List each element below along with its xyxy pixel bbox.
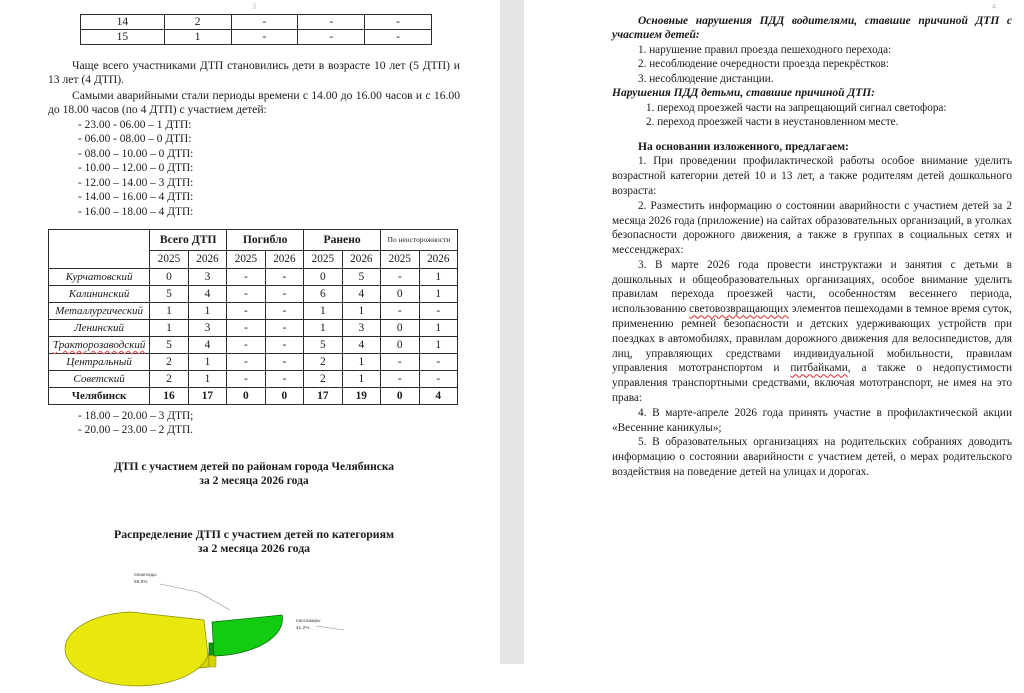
heading-proposals: На основании изложенного, предлагаем: <box>638 140 849 153</box>
header-year: 2025 <box>304 250 342 268</box>
page-number-left: 3 <box>252 2 256 11</box>
cell: - <box>381 302 419 319</box>
cell: - <box>265 336 303 353</box>
proposal-item-3-part-c: , а также о недопустимости управления транспортными средствами, включая мототранспорт, не имея на это права: <box>612 362 1012 405</box>
cell: 1 <box>342 302 380 319</box>
cell: - <box>265 319 303 336</box>
heading-line1: Основные нарушения ПДД водителями, ставшие причиной ДТП с <box>638 15 1012 27</box>
pie-label-value: 41,2% <box>296 624 310 630</box>
cell: - <box>381 353 419 370</box>
cell: 0 <box>381 336 419 353</box>
cell: - <box>381 370 419 387</box>
cell: 1 <box>188 370 226 387</box>
header-year: 2026 <box>342 250 380 268</box>
list-item: - 16.00 – 18.00 – 4 ДТП: <box>78 206 194 219</box>
list-item: - 12.00 – 14.00 – 3 ДТП: <box>78 176 194 189</box>
chart-title-line1: ДТП с участием детей по районам города Челябинска <box>113 460 395 473</box>
cell: 16 <box>150 387 188 404</box>
age-fragment-table-body <box>81 15 432 45</box>
heading-driver-violations <box>612 14 1012 28</box>
cell: 4 <box>188 285 226 302</box>
cell: 0 <box>381 285 419 302</box>
paragraph-age-stats: Чаще всего участниками ДТП становились дети в возрасте 10 лет (5 ДТП) и 13 лет (4 ДТП). <box>48 59 460 87</box>
cell: 0 <box>150 268 188 285</box>
cell: - <box>265 285 303 302</box>
cell: 2 <box>150 370 188 387</box>
pie-chart-svg <box>48 570 460 688</box>
cell: 1 <box>419 319 457 336</box>
list-item: 2. несоблюдение очередности проезда перекрёстков: <box>638 58 889 71</box>
cell: 3 <box>188 268 226 285</box>
cell: 2 <box>304 353 342 370</box>
heading-driver-violations-cont: участием детей: <box>612 29 700 42</box>
district-name: Центральный <box>49 353 150 370</box>
cell: 0 <box>304 268 342 285</box>
cell: 19 <box>342 387 380 404</box>
heading-child-violations: Нарушения ПДД детьми, ставшие причиной ДТП: <box>612 87 876 100</box>
cell: 0 <box>227 387 265 404</box>
list-item: - 18.00 – 20.00 – 3 ДТП; <box>78 409 194 422</box>
district-name: Курчатовский <box>49 268 150 285</box>
pie-label-name: пассажиры <box>296 618 321 624</box>
cell: 3 <box>188 319 226 336</box>
header-year: 2026 <box>419 250 457 268</box>
cell: - <box>419 302 457 319</box>
cell: - <box>265 302 303 319</box>
header-year: 2025 <box>227 250 265 268</box>
list-item: 1. нарушение правил проезда пешеходного перехода: <box>638 43 892 56</box>
districts-table-head <box>49 229 458 268</box>
chart-title-categories <box>48 527 460 556</box>
cell: 1 <box>150 319 188 336</box>
cell: 17 <box>304 387 342 404</box>
cell: 5 <box>342 268 380 285</box>
page-gutter <box>500 0 524 664</box>
pie-top-pedestrians <box>65 612 208 686</box>
cell: - <box>227 336 265 353</box>
district-name: Металлургический <box>49 302 150 319</box>
proposal-item-1: 1. При проведении профилактической работы особое внимание уделить возрастной категории детей 10 и 13 лет, а также родителям детей дошкольного возраста: <box>612 155 1012 197</box>
table-header-row-groups <box>49 229 458 250</box>
district-name: Тракторозаводский <box>49 336 150 353</box>
proposal-item-4: 4. В марте-апреле 2026 года принять участие в профилактической акции «Весенние каникулы»; <box>612 406 1012 434</box>
header-killed: Погибло <box>227 229 304 250</box>
table-row <box>49 302 458 319</box>
proposal-item-3-part-b: элементов пешеходами в темное время суток, применению ремней безопасности и детских удерживающих устройств при поездках в автомобилях, правилам дорожного движения для велосипедистов, для лиц, управляющих средствами индивидуальной мобильности, правилам управления мототранспортом и <box>612 303 1012 375</box>
cell: 0 <box>381 387 419 404</box>
list-item: - 20.00 – 23.00 – 2 ДТП. <box>78 424 194 437</box>
table-row: 14 2 - - - <box>81 15 432 30</box>
proposal-item-5: 5. В образовательных организациях на родительских собраниях доводить информацию о состоянии аварийности с участием детей, о мерах родительского воздействия на поведение детей на улицах и дорогах. <box>612 436 1012 479</box>
chart-title-line2: за 2 месяца 2026 года <box>197 541 311 556</box>
cell: - <box>227 285 265 302</box>
district-name: Ленинский <box>49 319 150 336</box>
cell: - <box>227 302 265 319</box>
pie-label-value: 58,8% <box>134 578 148 584</box>
pie-label-name: пешеходы <box>134 572 157 578</box>
cell: - <box>265 353 303 370</box>
list-item: 2. переход проезжей части в неустановленном месте. <box>646 116 899 129</box>
cell: 5 <box>150 336 188 353</box>
cell: - <box>419 353 457 370</box>
proposal-item-3-part-a: 3. В марте 2026 года провести инструктажи и занятия с детьми в дошкольных и общеобразовательных организациях, особое внимание уделить правилам перехода проезжей части, особенностям весеннего периода, использованию <box>612 258 1012 316</box>
list-item: - 06.00 - 08.00 – 0 ДТП: <box>78 133 192 146</box>
child-violations-list <box>612 101 1012 130</box>
district-name: Советский <box>49 370 150 387</box>
cell: 5 <box>304 336 342 353</box>
table-row <box>49 285 458 302</box>
table-row <box>49 268 458 285</box>
district-name: Калининский <box>49 285 150 302</box>
header-year: 2026 <box>188 250 226 268</box>
cell: - <box>265 268 303 285</box>
pie-chart <box>48 570 460 688</box>
list-item: 3. несоблюдение дистанции. <box>638 72 774 85</box>
list-item: - 14.00 – 16.00 – 4 ДТП: <box>78 191 194 204</box>
chart-title-districts <box>48 460 460 489</box>
spellcheck-word-reflective: световозвращающих <box>689 303 789 316</box>
cell: 4 <box>342 336 380 353</box>
cell: 1 <box>419 285 457 302</box>
hours-list-after-wrap <box>48 409 460 438</box>
cell: 1 <box>188 302 226 319</box>
cell: 2 <box>150 353 188 370</box>
driver-violations-list <box>612 43 1012 87</box>
list-item: - 23.00 - 06.00 – 1 ДТП: <box>78 118 192 131</box>
header-year: 2025 <box>150 250 188 268</box>
hours-list-after <box>48 409 460 438</box>
list-item: - 08.00 – 10.00 – 0 ДТП: <box>78 147 194 160</box>
hours-list-before <box>48 118 460 220</box>
spellcheck-word-pitbikes: питбайками <box>790 362 848 375</box>
cell: 1 <box>342 370 380 387</box>
cell: 4 <box>342 285 380 302</box>
cell: 0 <box>381 319 419 336</box>
table-row <box>49 336 458 353</box>
header-injured: Ранено <box>304 229 381 250</box>
cell: 0 <box>265 387 303 404</box>
proposal-item-2: 2. Разместить информацию о состоянии аварийности с участием детей за 2 месяца 2026 года (приложение) на сайтах образовательных организаций, в уголках безопасности дорожного движения, а также в группах в социальных сетях и мессенджерах: <box>612 199 1012 257</box>
pie-top-passengers <box>212 615 282 656</box>
corner-cell <box>49 229 150 268</box>
cell: 5 <box>150 285 188 302</box>
pie-label-pedestrians <box>134 572 157 586</box>
cell: - <box>419 370 457 387</box>
header-year: 2025 <box>381 250 419 268</box>
left-page-content <box>48 14 460 688</box>
districts-table-body <box>49 268 458 404</box>
districts-table <box>48 229 458 405</box>
cell: 1 <box>150 302 188 319</box>
chart-title-line1: Распределение ДТП с участием детей по категориям <box>113 526 394 541</box>
cell: 4 <box>188 336 226 353</box>
cell: - <box>227 370 265 387</box>
header-by-negligence: По неосторожности <box>381 229 458 250</box>
cell: - <box>227 268 265 285</box>
cell: 1 <box>188 353 226 370</box>
cell: 3 <box>342 319 380 336</box>
list-item: - 10.00 – 12.00 – 0 ДТП: <box>78 162 194 175</box>
table-row <box>49 319 458 336</box>
cell: 6 <box>304 285 342 302</box>
cell: - <box>265 370 303 387</box>
city-total-name: Челябинск <box>49 387 150 404</box>
page-left <box>0 0 500 664</box>
cell: 2 <box>304 370 342 387</box>
table-row <box>49 353 458 370</box>
cell: - <box>227 319 265 336</box>
page-number-right: 4 <box>992 2 996 11</box>
list-item: 1. переход проезжей части на запрещающий сигнал светофора: <box>646 101 947 114</box>
cell: 1 <box>342 353 380 370</box>
paragraph-time-stats: Самыми аварийными стали периоды времени с 14.00 до 16.00 часов и с 16.00 до 18.00 часов (по 4 ДТП) с участием детей: <box>48 88 460 117</box>
cell: - <box>227 353 265 370</box>
table-row <box>49 370 458 387</box>
page-right <box>524 0 1024 664</box>
cell: - <box>381 268 419 285</box>
chart-title-line2: за 2 месяца 2026 года <box>199 475 309 488</box>
header-total-accidents: Всего ДТП <box>150 229 227 250</box>
cell: 4 <box>419 387 457 404</box>
table-row-total <box>49 387 458 404</box>
proposal-item-3 <box>612 258 1012 406</box>
right-page-content <box>612 14 1012 480</box>
cell: 17 <box>188 387 226 404</box>
age-fragment-table <box>80 14 432 45</box>
cell: 1 <box>419 268 457 285</box>
cell: 1 <box>419 336 457 353</box>
header-year: 2026 <box>265 250 303 268</box>
pie-label-passengers <box>296 618 321 632</box>
cell: 1 <box>304 302 342 319</box>
cell: 1 <box>304 319 342 336</box>
table-row: 15 1 - - - <box>81 30 432 45</box>
